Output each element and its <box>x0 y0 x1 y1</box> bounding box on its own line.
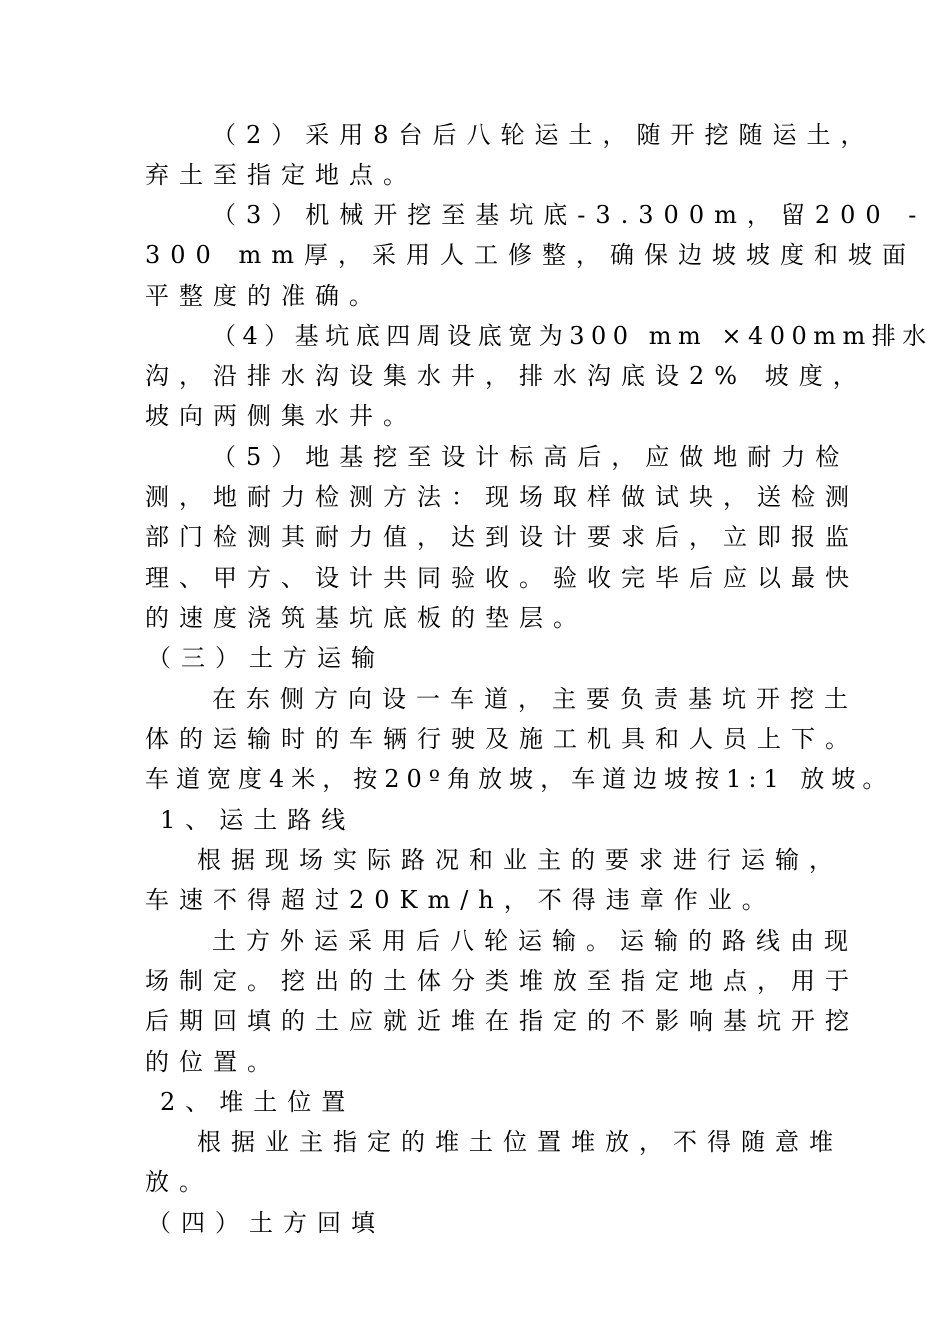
paragraph-line: 根据业主指定的堆土位置堆放，不得随意堆 <box>197 1128 843 1156</box>
sub-heading: 2、堆土位置 <box>160 1088 356 1116</box>
paragraph-line: （2）采用8台后八轮运土，随开挖随运土， <box>212 121 875 149</box>
section-heading: （四）土方回填 <box>147 1209 385 1237</box>
paragraph-line: 土方外运采用后八轮运输。运输的路线由现 <box>212 927 858 955</box>
paragraph-line: 理、甲方、设计共同验收。验收完毕后应以最快 <box>145 564 859 592</box>
paragraph-line: 车道宽度4米，按20º角放坡，车道边坡按1:1 放坡。 <box>145 765 894 793</box>
paragraph-line: 300 mm厚，采用人工修整，确保边坡坡度和坡面 <box>145 241 916 269</box>
paragraph-line: （4）基坑底四周设底宽为300 mm ×400mm排水 <box>212 322 933 350</box>
paragraph-line: 体的运输时的车辆行驶及施工机具和人员上下。 <box>145 725 859 753</box>
paragraph-line: 坡向两侧集水井。 <box>145 402 417 430</box>
paragraph-line: 平整度的准确。 <box>145 282 383 310</box>
paragraph-line: 弃土至指定地点。 <box>145 161 417 189</box>
paragraph-line: 的速度浇筑基坑底板的垫层。 <box>145 604 587 632</box>
paragraph-line: 后期回填的土应就近堆在指定的不影响基坑开挖 <box>145 1007 859 1035</box>
paragraph-line: 测，地耐力检测方法：现场取样做试块，送检测 <box>145 483 859 511</box>
paragraph-line: （5）地基挖至设计标高后，应做地耐力检 <box>212 443 850 471</box>
paragraph-line: 车速不得超过20Km/h，不得违章作业。 <box>145 886 776 914</box>
section-heading: （三）土方运输 <box>147 644 385 672</box>
paragraph-line: 沟，沿排水沟设集水井，排水沟底设2% 坡度， <box>145 362 867 390</box>
paragraph-line: 场制定。挖出的土体分类堆放至指定地点，用于 <box>145 967 859 995</box>
paragraph-line: 放。 <box>145 1168 213 1196</box>
paragraph-line: 的位置。 <box>145 1048 281 1076</box>
sub-heading: 1、运土路线 <box>160 806 356 834</box>
paragraph-line: （3）机械开挖至基坑底-3.300m，留200 - <box>212 201 927 229</box>
paragraph-line: 部门检测其耐力值，达到设计要求后，立即报监 <box>145 523 859 551</box>
paragraph-line: 在东侧方向设一车道，主要负责基坑开挖土 <box>212 685 858 713</box>
paragraph-line: 根据现场实际路况和业主的要求进行运输， <box>197 846 843 874</box>
